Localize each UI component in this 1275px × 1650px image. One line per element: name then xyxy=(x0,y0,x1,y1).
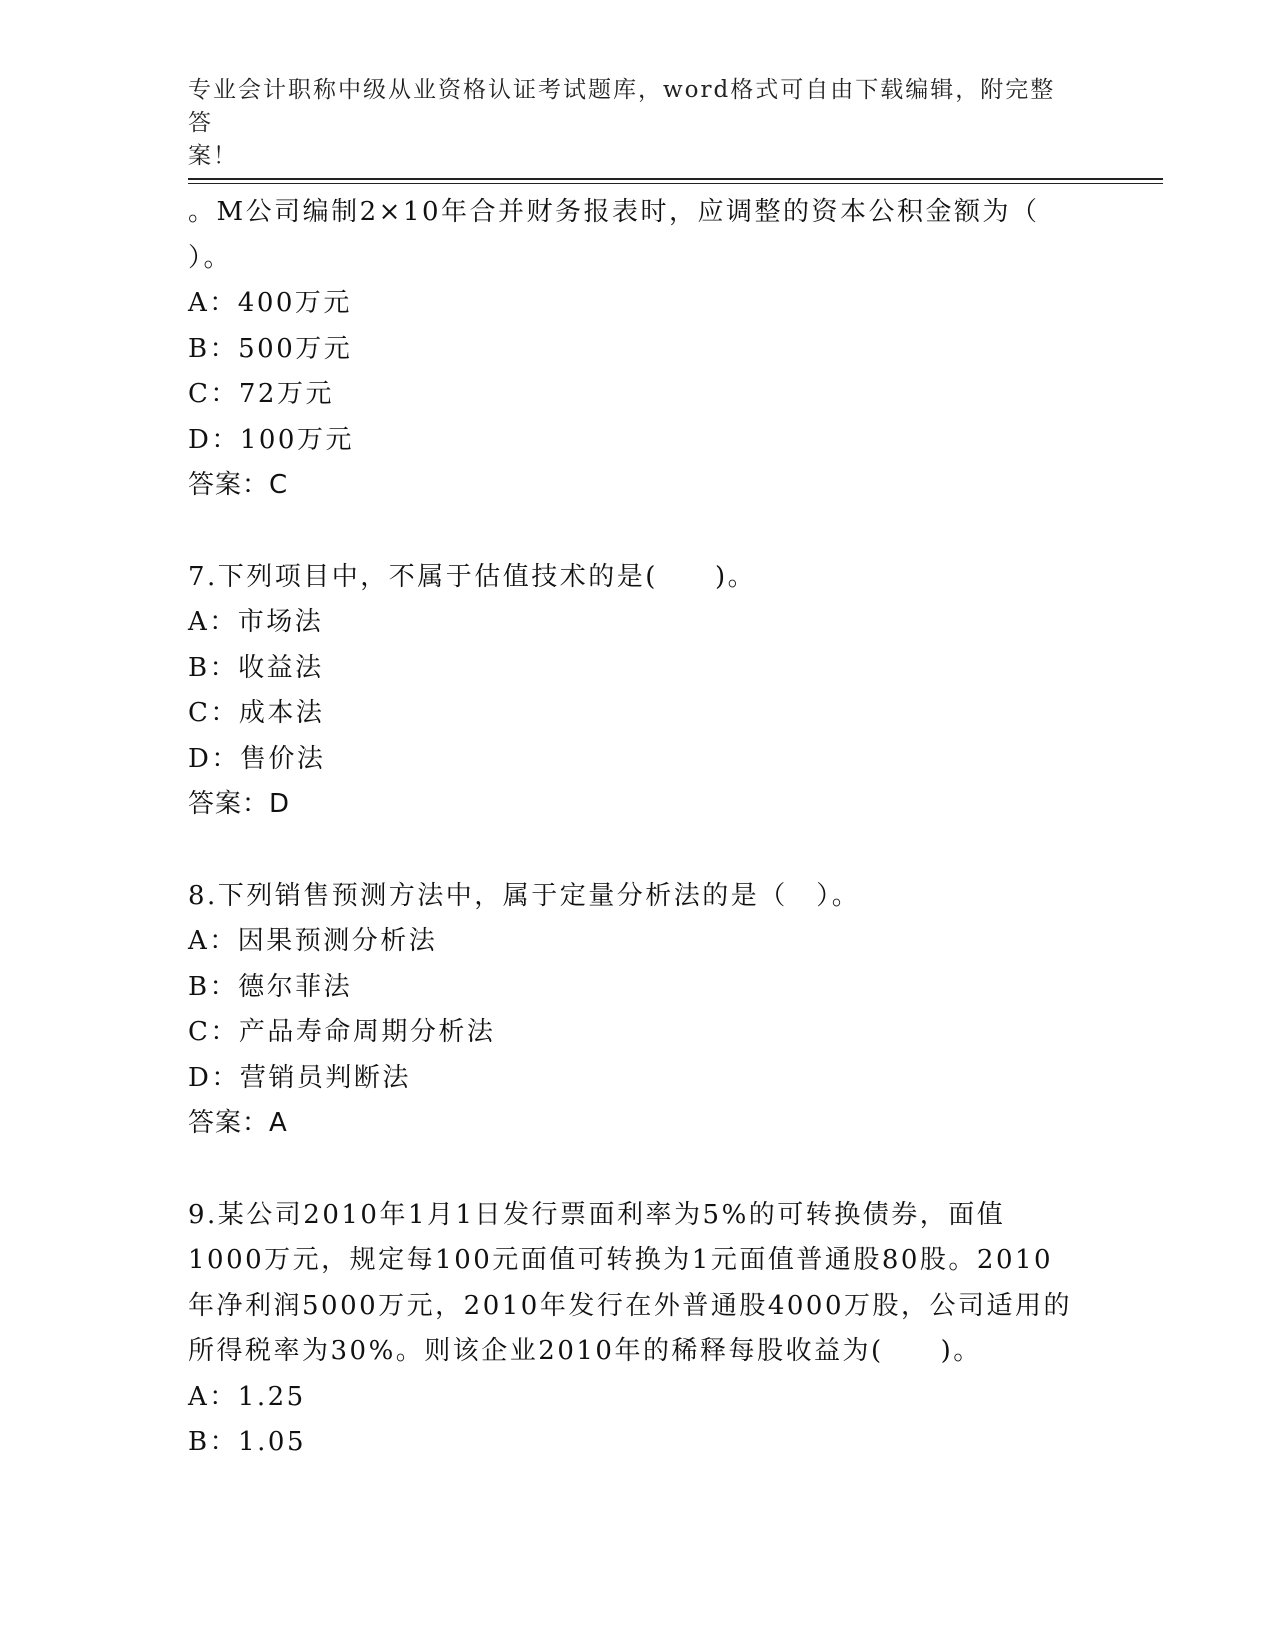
spacer xyxy=(188,828,1088,874)
option-c: C：成本法 xyxy=(188,698,325,728)
header-divider-thick xyxy=(188,178,1163,180)
option-c: C：产品寿命周期分析法 xyxy=(188,1017,496,1047)
option-a: A：因果预测分析法 xyxy=(188,926,438,956)
header-line-1: 专业会计职称中级从业资格认证考试题库，word格式可自由下载编辑，附完整答 xyxy=(188,77,1056,136)
option-b: B：收益法 xyxy=(188,652,324,683)
option-d: D：100万元 xyxy=(188,424,354,455)
question-content xyxy=(188,190,1088,1466)
question-stem-line: 年净利润5000万元，2010年发行在外普通股4000万股，公司适用的 xyxy=(188,1290,1073,1321)
question-stem-line: 7.下列项目中，不属于估值技术的是( )。 xyxy=(188,561,757,592)
option-c: C：72万元 xyxy=(188,379,334,409)
option-d: D：营销员判断法 xyxy=(188,1062,411,1093)
answer-line: 答案：A xyxy=(188,1108,288,1138)
header-line-2: 案！ xyxy=(188,143,238,169)
option-d: D：售价法 xyxy=(188,743,326,774)
option-a: A：1.25 xyxy=(188,1381,306,1412)
option-b: B：500万元 xyxy=(188,333,353,364)
header-divider-thin xyxy=(188,183,1163,184)
question-9 xyxy=(188,1193,1088,1466)
question-stem-line: 9.某公司2010年1月1日发行票面利率为5%的可转换债券，面值 xyxy=(188,1199,1006,1230)
spacer xyxy=(188,509,1088,555)
question-7 xyxy=(188,555,1088,828)
question-stem-line: ）。 xyxy=(188,242,233,273)
question-stem-line: 。M公司编制2×10年合并财务报表时，应调整的资本公积金额为（ xyxy=(188,197,1040,227)
page-header xyxy=(188,74,1068,173)
option-b: B：德尔菲法 xyxy=(188,971,353,1002)
option-a: A：400万元 xyxy=(188,288,352,318)
answer-line: 答案：C xyxy=(188,470,289,500)
option-a: A：市场法 xyxy=(188,607,324,637)
spacer xyxy=(188,1147,1088,1193)
option-b: B：1.05 xyxy=(188,1427,306,1457)
question-stem-line: 1000万元，规定每100元面值可转换为1元面值普通股80股。2010 xyxy=(188,1245,1054,1275)
answer-line: 答案：D xyxy=(188,789,291,819)
question-stem-line: 8.下列销售预测方法中，属于定量分析法的是（ ）。 xyxy=(188,880,861,911)
question-continuation xyxy=(188,190,1088,509)
question-8 xyxy=(188,874,1088,1147)
question-stem-line: 所得税率为30%。则该企业2010年的稀释每股收益为( )。 xyxy=(188,1336,982,1366)
